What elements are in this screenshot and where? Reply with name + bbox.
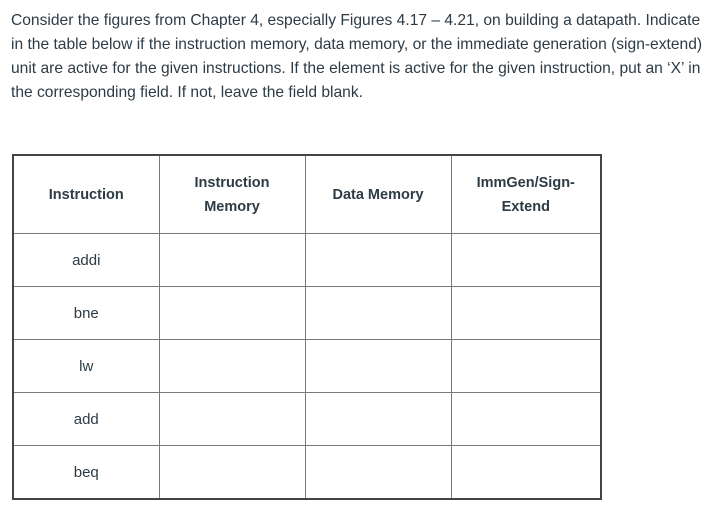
header-immgen-sign-extend: ImmGen/Sign- Extend bbox=[451, 155, 601, 234]
instruction-memory-cell[interactable] bbox=[159, 287, 305, 340]
immgen-cell[interactable] bbox=[451, 234, 601, 287]
header-instruction: Instruction bbox=[13, 155, 159, 234]
data-memory-cell[interactable] bbox=[305, 393, 451, 446]
immgen-cell[interactable] bbox=[451, 446, 601, 500]
instruction-memory-cell[interactable] bbox=[159, 393, 305, 446]
instruction-cell: lw bbox=[13, 340, 159, 393]
table-row bbox=[13, 340, 601, 393]
instruction-cell: add bbox=[13, 393, 159, 446]
header-row bbox=[13, 155, 601, 234]
instruction-memory-cell[interactable] bbox=[159, 340, 305, 393]
instruction-cell: addi bbox=[13, 234, 159, 287]
datapath-table bbox=[12, 154, 602, 500]
table-row bbox=[13, 446, 601, 500]
immgen-cell[interactable] bbox=[451, 287, 601, 340]
table-row bbox=[13, 393, 601, 446]
instruction-cell: beq bbox=[13, 446, 159, 500]
question-prompt bbox=[11, 9, 711, 105]
data-memory-cell[interactable] bbox=[305, 234, 451, 287]
instruction-memory-cell[interactable] bbox=[159, 446, 305, 500]
header-data-memory: Data Memory bbox=[305, 155, 451, 234]
data-memory-cell[interactable] bbox=[305, 340, 451, 393]
question-text: Consider the figures from Chapter 4, especially Figures 4.17 – 4.21, on building a datapath. Indicate in the table below if the instruction memory, data memory, or the immediate generation (sign-extend) unit are active for the given instructions. If the element is active for the given instruction, put an ‘X’ in the corresponding field. If not, leave the field blank. bbox=[11, 12, 703, 101]
data-memory-cell[interactable] bbox=[305, 287, 451, 340]
immgen-cell[interactable] bbox=[451, 393, 601, 446]
instruction-cell: bne bbox=[13, 287, 159, 340]
table-row bbox=[13, 234, 601, 287]
table-row bbox=[13, 287, 601, 340]
header-instruction-memory: Instruction Memory bbox=[159, 155, 305, 234]
immgen-cell[interactable] bbox=[451, 340, 601, 393]
data-memory-cell[interactable] bbox=[305, 446, 451, 500]
instruction-memory-cell[interactable] bbox=[159, 234, 305, 287]
